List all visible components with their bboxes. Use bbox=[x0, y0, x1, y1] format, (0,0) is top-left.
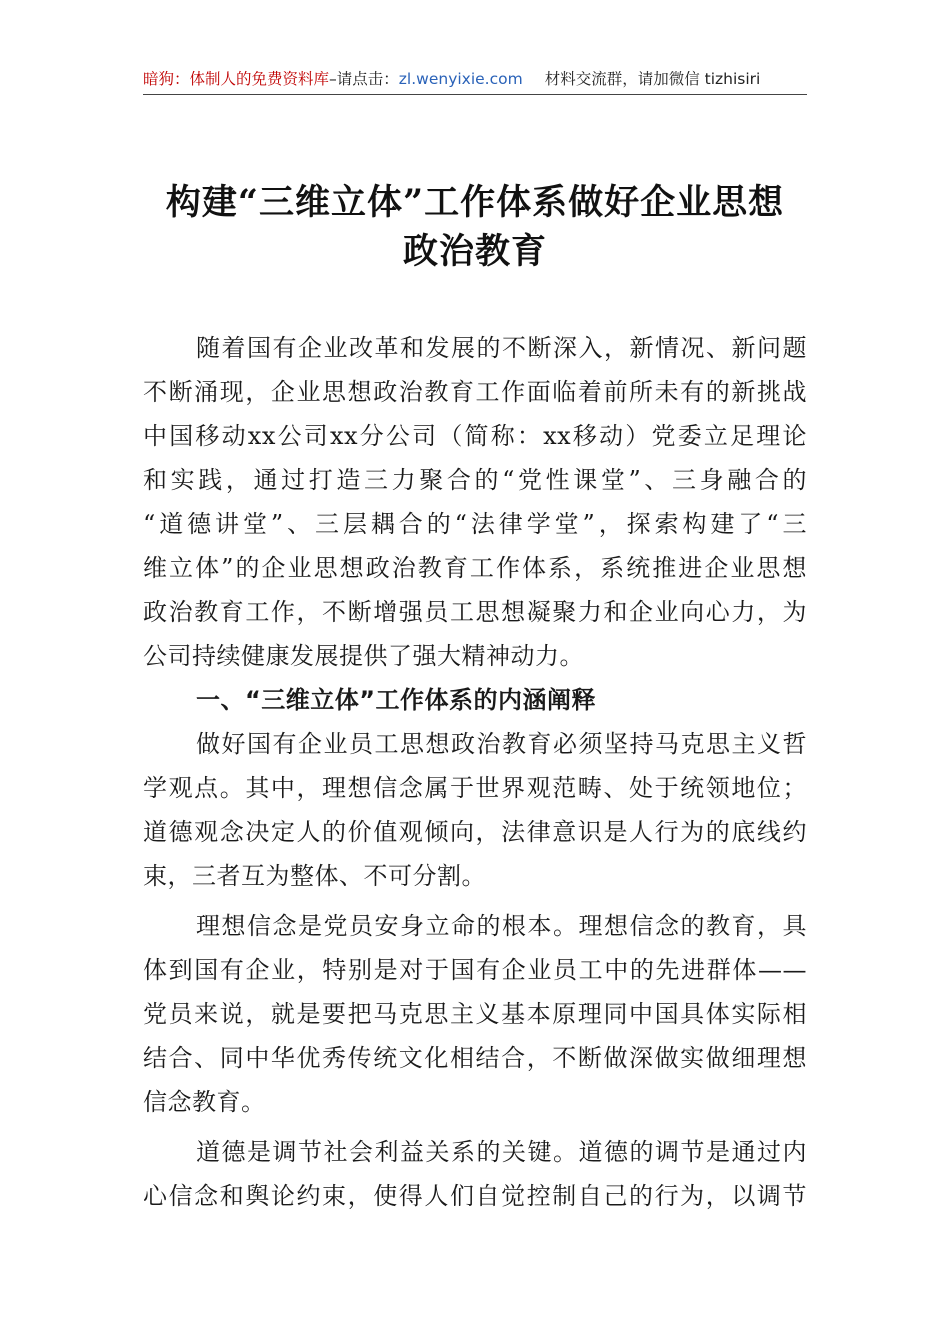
paragraph-line: 理想信念是党员安身立命的根本。理想信念的教育，具 bbox=[196, 912, 807, 940]
paragraph-line: 维立体”的企业思想政治教育工作体系，系统推进企业思想 bbox=[143, 554, 807, 582]
document-title-line-2: 政治教育 bbox=[402, 231, 547, 272]
paragraph-line: 公司持续健康发展提供了强大精神动力。 bbox=[143, 642, 584, 670]
paragraph-line: 束，三者互为整体、不可分割。 bbox=[143, 862, 486, 890]
paragraph-line: 体到国有企业，特别是对于国有企业员工中的先进群体—— bbox=[143, 956, 807, 984]
paragraph-line: 信念教育。 bbox=[143, 1088, 266, 1116]
header-brand: 暗狗：体制人的免费资料库 bbox=[143, 70, 330, 88]
paragraph-line: 道德观念决定人的价值观倾向，法律意识是人行为的底线约 bbox=[143, 818, 807, 846]
header-contact: 材料交流群，请加微信 tizhisiri bbox=[544, 70, 761, 88]
paragraph-line: 道德是调节社会利益关系的关键。道德的调节是通过内 bbox=[196, 1138, 807, 1166]
document-title-line-1: 构建“三维立体”工作体系做好企业思想 bbox=[165, 182, 785, 223]
paragraph-line: 政治教育工作，不断增强员工思想凝聚力和企业向心力，为 bbox=[143, 598, 807, 626]
paragraph-line: 中国移动xx公司xx分公司（简称：xx移动）党委立足理论 bbox=[143, 422, 807, 450]
paragraph-line: 党员来说，就是要把马克思主义基本原理同中国具体实际相 bbox=[143, 1000, 807, 1028]
paragraph-line: 心信念和舆论约束，使得人们自觉控制自己的行为，以调节 bbox=[143, 1182, 807, 1210]
header-click-prompt: –请点击： bbox=[329, 70, 399, 88]
paragraph-line: 做好国有企业员工思想政治教育必须坚持马克思主义哲 bbox=[196, 730, 807, 758]
paragraph-line: 不断涌现，企业思想政治教育工作面临着前所未有的新挑战 bbox=[143, 378, 807, 406]
paragraph-line: 结合、同中华优秀传统文化相结合，不断做深做实做细理想 bbox=[143, 1044, 807, 1072]
paragraph-line: 和实践，通过打造三力聚合的“党性课堂”、三身融合的 bbox=[143, 466, 807, 494]
paragraph-line: 学观点。其中，理想信念属于世界观范畴、处于统领地位； bbox=[143, 774, 807, 802]
paragraph-line: “道德讲堂”、三层耦合的“法律学堂”，探索构建了“三 bbox=[143, 510, 807, 538]
page-header bbox=[143, 64, 807, 95]
header-url-link[interactable]: zl.wenyixie.com bbox=[398, 70, 523, 88]
paragraph-line: 随着国有企业改革和发展的不断深入，新情况、新问题 bbox=[196, 334, 807, 362]
section-heading: 一、“三维立体”工作体系的内涵阐释 bbox=[196, 686, 597, 714]
